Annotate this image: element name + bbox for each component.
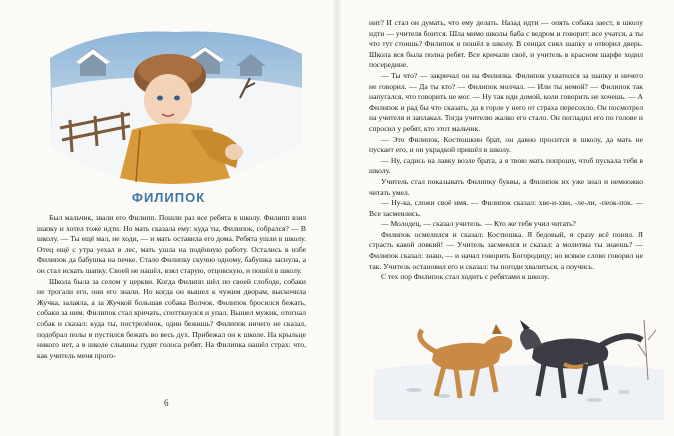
paragraph: — Молодец, — сказал учитель. — Кто же тебя учил читать? xyxy=(381,219,576,229)
paragraph: Школа была за селом у церкви. Когда Филипп шёл по своей слободе, собаки не трогали его, они его знали. Но когда он вышел к чужим дворам, выскочила Жучка, залаяла, а за Жучкой большая собака Волчок. Филипок бросился бежать, собаки за ним. Филипок стал кричать, спотткнулся и упал. Вышел мужик, отогнал собак и сказал: куда ты, пострелёнок, один бежишь? Филипок ничего не сказал, подобрал полы и пустился бежать во весь дух. Прибежал он к школе. На крыльце никого нет, а в школе слышны гудят голоса ребят. На Филипка нашёл страх: что, как учитель меня прого- xyxy=(37,276,306,360)
story-title: ФИЛИПОК xyxy=(131,190,206,205)
right-page xyxy=(337,0,674,436)
winter-boy-illustration xyxy=(40,18,310,188)
paragraph: — Ну-ка, сложи своё имя. — Филипок сказал: хве-и-хви, -ле-ли, -пеок-пок. — Все засмеялись. xyxy=(369,198,643,218)
dogs-illustration xyxy=(374,300,664,420)
paragraph: — Это Филипок, Костюшкин брат, он давно просится в школу, да мать не пускает его, и он украдкой пришёл в школу. xyxy=(369,134,643,155)
left-page-text xyxy=(37,213,306,361)
right-page-text xyxy=(369,18,643,283)
page-number: 6 xyxy=(164,398,169,408)
paragraph: — Ты что? — закричал он на Филипка. Филипок ухватился за шапку и ничего не говорил. — Да ты кто? — Филипок молчал. — Или ты немой? — Филипок так напугался, что говорить не мог. — Ну так иди домой, коли говорить не хочешь. — А Филипок и рад бы что сказать, да в горле у него от страха пересохло. Он посмотрел на учителя и заплакал. Тогда учителю жалко его стало. Он погладил его по голове и спросил у ребят, кто этот мальчик. xyxy=(369,70,643,133)
paragraph: Филипок осмелился и сказал: Костюшка. Я бедовый, я сразу всё понял. Я страсть какой ловкий! — Учитель засмеялся и сказал: а молитвы ты знаешь? — Филипок сказал: знаю, — и начал говорить Богородицу; но всякое слово говорил не так. Учитель остановил его и сказал: ты погоди хвалиться, а поучись. xyxy=(369,229,643,271)
paragraph: Учитель стал показывать Филипку буквы, а Филипок их уже знал и немножко читать умел. xyxy=(369,176,643,197)
paragraph: Был мальчик, звали его Филипп. Пошли раз все ребята в школу. Филипп взял шапку и хотел тоже идти. Но мать сказала ему: куда ты, Филипок, собрался? — В школу. — Ты ещё мал, не ходи, — и мать оставила его дома. Ребята ушли в школу. Отец ещё с утра уехал в лес, мать ушла на подённую работу. Остались в избе Филипок да бабушка на печке. Стало Филипку скучно одному, бабушка заснула, а он стал искать шапку. Своей не нашёл, взял старую, отцовскую, и пошёл в школу. xyxy=(37,213,306,275)
paragraph: С тех пор Филипок стал ходить с ребятами в школу. xyxy=(381,272,549,282)
paragraph: — Ну, садись на лавку возле брата, а я твою мать попрошу, чтоб пускала тебя в школу. xyxy=(369,155,643,176)
paragraph: нит? И стал он думать, что ему делать. Назад идти — опять собака заест, в школу идти — учителя боится. Шла мимо школы баба с ведром и говорит: все учатся, а ты что тут стоишь? Филипок и пошёл в школу. В сенцах снял шапку и отворил дверь. Школа вся была полна ребят. Все кричали своё, и учитель в красном шарфе ходил посередине. xyxy=(369,18,643,70)
